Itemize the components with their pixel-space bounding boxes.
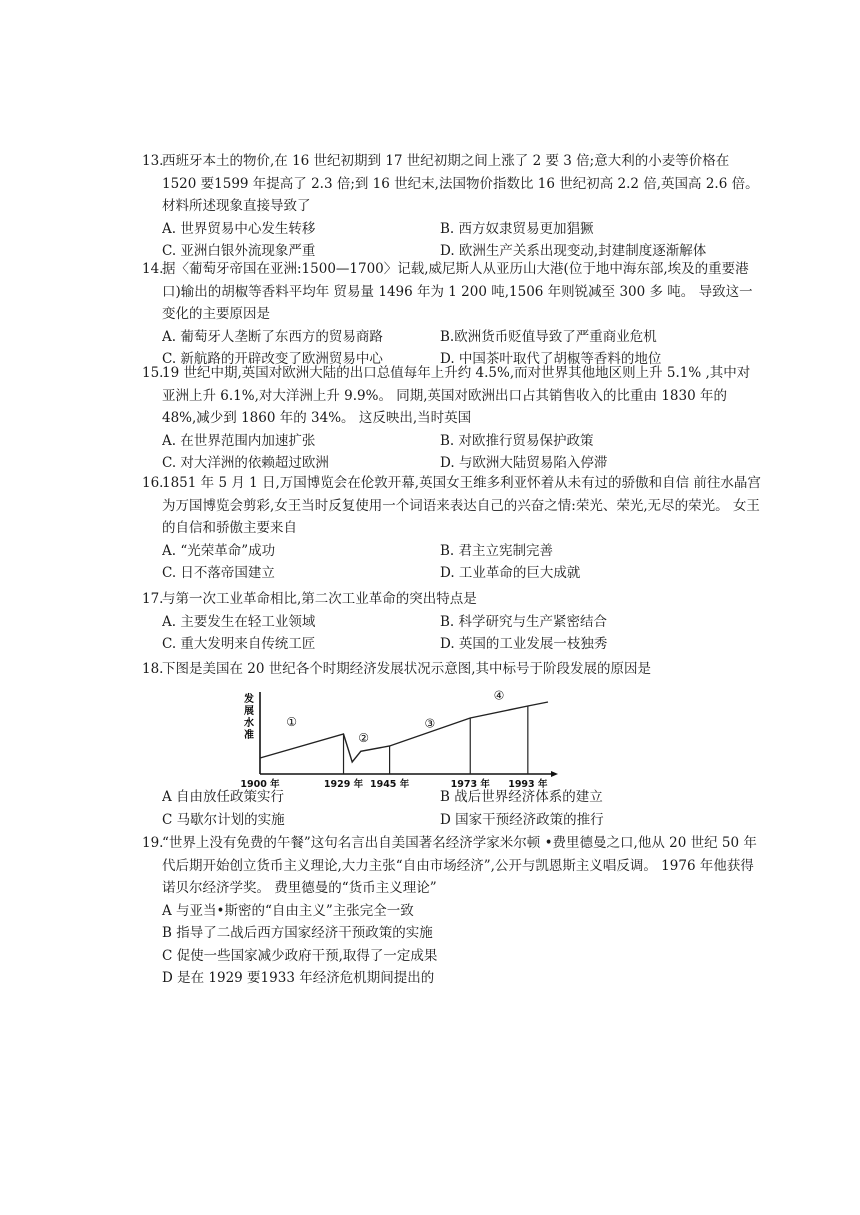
chart-canvas [236,688,566,792]
question-stem: 与第一次工业革命相比,第二次工业革命的突出特点是 [162,591,477,607]
option-b[interactable]: B 战后世界经济体系的建立 [440,789,603,805]
option-d[interactable]: D. 与欧洲大陆贸易陷入停滞 [440,455,608,471]
option-d[interactable]: D. 工业革命的巨大成就 [440,565,581,581]
y-axis-label-char-3: 水 [244,718,254,729]
question-18-options [142,786,762,831]
option-d[interactable]: D. 英国的工业发展一枝独秀 [440,636,608,652]
stage-label: ① [286,715,298,729]
option-c[interactable]: C. 日不落帝国建立 [162,565,275,581]
question-number: 18. [142,661,164,677]
y-axis-label-char-1: 发 [244,694,254,705]
question-stem: 据〈葡萄牙帝国在亚洲:1500—1700〉记载,威尼斯人从亚历山大港(位于地中海东部,埃及的重要港口)输出的胡椒等香料平均年 贸易量 1496 年为 1 200 吨,1506 年则锐减至 300 多 吨。 导致这一变化的主要原因是 [162,261,753,322]
option-c[interactable]: C 马歇尔计划的实施 [162,811,285,828]
question-18 [142,658,762,681]
question-number: 14. [142,261,164,277]
question-16 [142,472,762,585]
question-number: 17. [142,591,164,607]
option-b[interactable]: B. 科学研究与生产紧密结合 [440,613,608,630]
option-a[interactable]: A 与亚当•斯密的“自由主义”主张完全一致 [162,902,414,919]
series-line [260,702,548,762]
question-number: 19. [142,835,164,851]
option-b[interactable]: B. 对欧推行贸易保护政策 [440,432,594,449]
x-tick-label: 1973 年 [450,779,490,790]
question-number: 16. [142,475,164,491]
option-d[interactable]: D 国家干预经济政策的推行 [440,811,604,828]
question-19 [142,832,762,990]
option-a[interactable]: A. 在世界范围内加速扩张 [162,432,316,449]
question-number: 13. [142,153,164,169]
y-axis-label-char-2: 展 [244,706,254,717]
y-axis-label-char-4: 准 [244,730,254,741]
option-d[interactable]: D. 欧洲生产关系出现变动,封建制度逐渐解体 [440,243,707,259]
option-a[interactable]: A. 世界贸易中心发生转移 [162,220,316,237]
option-c[interactable]: C 促使一些国家减少政府干预,取得了一定成果 [162,947,438,964]
option-c[interactable]: C. 对大洋洲的依赖超过欧洲 [162,455,329,471]
option-d[interactable]: D. 中国茶叶取代了胡椒等香料的地位 [440,351,662,367]
option-a[interactable]: A. “光荣革命”成功 [162,542,276,559]
question-number: 15. [142,365,164,381]
question-14 [142,258,762,371]
us-economy-chart [236,688,566,792]
option-d[interactable]: D 是在 1929 要1933 年经济危机期间提出的 [162,970,435,986]
x-tick-label: 1929 年 [323,779,364,790]
stage-label: ③ [424,716,436,731]
question-17 [142,588,762,656]
option-b[interactable]: B. 西方奴隶贸易更加猖獗 [440,220,594,237]
x-axis-arrow [551,771,558,777]
x-tick-label: 1993 年 [508,779,548,790]
option-a[interactable]: A 自由放任政策实行 [162,789,285,805]
question-stem: 19 世纪中期,英国对欧洲大陆的出口总值每年上升约 4.5%,而对世界其他地区则上升 5.1% ,其中对亚洲上升 6.1%,对大洋洲上升 9.9%。 同期,英国对欧洲出口占其销售收入的比重由 1830 年的 48%,减少到 1860 年的 34%。 这反映出,当时英国 [162,365,751,426]
question-stem: 西班牙本土的物价,在 16 世纪初期到 17 世纪初期之间上涨了 2 要 3 倍;意大利的小麦等价格在 1520 要1599 年提高了 2.3 倍;到 16 世纪末,法国物价指数比 16 世纪初高 2.2 倍,英国高 2.6 倍。 材料所述现象直接导致了 [162,153,759,214]
question-15 [142,362,762,475]
option-a[interactable]: A. 主要发生在轻工业领域 [162,613,316,630]
question-stem: 1851 年 5 月 1 日,万国博览会在伦敦开幕,英国女王维多利亚怀着从未有过的骄傲和自信 前往水晶宫为万国博览会剪彩,女王当时反复使用一个词语来表达自己的兴奋之情:荣光、荣光,无尽的荣光。 女王的自信和骄傲主要来自 [162,475,761,536]
option-a[interactable]: A. 葡萄牙人垄断了东西方的贸易商路 [162,328,383,345]
x-tick-label: 1945 年 [369,779,410,790]
option-b[interactable]: B 指导了二战后西方国家经济干预政策的实施 [162,925,433,941]
option-c[interactable]: C. 新航路的开辟改变了欧洲贸易中心 [162,351,383,367]
option-c[interactable]: C. 亚洲白银外流现象严重 [162,243,316,259]
question-stem: “世界上没有免费的午餐”这句名言出自美国著名经济学家米尔顿 •费里德曼之口,他从 20 世纪 50 年代后期开始创立货币主义理论,大力主张“自由市场经济”,公开与凯恩斯主义唱反调。 1976 年他获得诺贝尔经济学奖。 费里德曼的“货币主义理论” [162,835,757,896]
stage-label: ② [358,731,370,745]
option-c[interactable]: C. 重大发明来自传统工匠 [162,636,316,652]
x-tick-label: 1900 年 [240,779,280,790]
question-13 [142,150,762,263]
option-b[interactable]: B. 君主立宪制完善 [440,542,554,559]
option-b[interactable]: B.欧洲货币贬值导致了严重商业危机 [440,328,657,345]
stage-label: ④ [493,688,505,703]
question-stem: 下图是美国在 20 世纪各个时期经济发展状况示意图,其中标号于阶段发展的原因是 [162,661,652,677]
